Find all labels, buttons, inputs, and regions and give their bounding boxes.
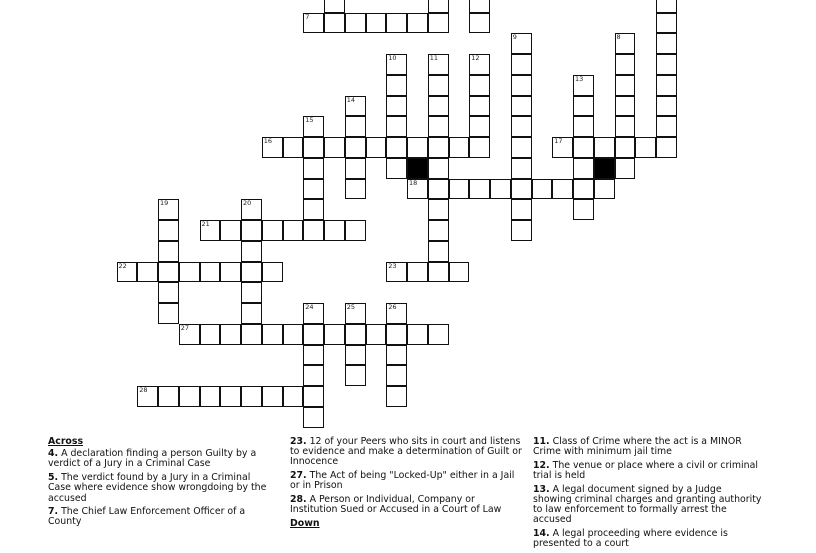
grid-cell[interactable]	[656, 54, 677, 75]
grid-cell[interactable]	[511, 116, 532, 137]
grid-cell[interactable]	[386, 116, 407, 137]
grid-cell-18[interactable]	[407, 179, 428, 200]
grid-cell[interactable]	[428, 0, 449, 13]
grid-cell[interactable]	[241, 220, 262, 241]
grid-cell[interactable]	[283, 220, 304, 241]
grid-cell[interactable]	[428, 241, 449, 262]
grid-cell-26[interactable]	[386, 303, 407, 324]
grid-cell[interactable]	[573, 137, 594, 158]
grid-cell[interactable]	[428, 75, 449, 96]
grid-cell[interactable]	[469, 0, 490, 13]
grid-cell[interactable]	[656, 96, 677, 117]
grid-cell[interactable]	[428, 199, 449, 220]
clue-number: 12	[471, 54, 480, 62]
grid-cell[interactable]	[262, 262, 283, 283]
grid-cell[interactable]	[386, 345, 407, 366]
grid-cell[interactable]	[303, 158, 324, 179]
grid-cell-27[interactable]	[179, 324, 200, 345]
grid-cell-22[interactable]	[117, 262, 138, 283]
grid-cell[interactable]	[449, 262, 470, 283]
grid-cell[interactable]	[262, 220, 283, 241]
clue-down-14: 14. A legal proceeding where evidence is presented to a court	[533, 528, 728, 550]
grid-cell[interactable]	[220, 262, 241, 283]
grid-cell[interactable]	[656, 33, 677, 54]
clue-number: 21	[201, 220, 210, 228]
grid-cell[interactable]	[469, 75, 490, 96]
clue-across-28: 28. A Person or Individual, Company or Institution Sued or Accused in a Court of Law	[290, 494, 502, 516]
grid-cell[interactable]	[407, 13, 428, 34]
grid-cell[interactable]	[511, 54, 532, 75]
grid-cell[interactable]	[635, 137, 656, 158]
grid-cell[interactable]	[407, 262, 428, 283]
down-heading: Down	[290, 517, 320, 529]
grid-cell[interactable]	[200, 324, 221, 345]
clue-down-12: 12. The venue or place where a civil or criminal trial is held	[533, 459, 758, 482]
grid-cell[interactable]	[615, 116, 636, 137]
grid-cell[interactable]	[386, 158, 407, 179]
grid-cell-9[interactable]	[511, 33, 532, 54]
grid-cell[interactable]	[511, 179, 532, 200]
grid-cell[interactable]	[303, 199, 324, 220]
clue-across-4: 4. A declaration finding a person Guilty by a verdict of a Jury in a Criminal Case	[48, 448, 257, 470]
grid-cell[interactable]	[469, 116, 490, 137]
grid-cell[interactable]	[158, 386, 179, 407]
grid-cell[interactable]	[428, 220, 449, 241]
grid-cell[interactable]	[303, 365, 324, 386]
grid-cell[interactable]	[386, 324, 407, 345]
grid-cell[interactable]	[594, 179, 615, 200]
clue-number: 18	[409, 178, 418, 187]
grid-cell[interactable]	[241, 262, 262, 283]
grid-cell[interactable]	[200, 262, 221, 283]
grid-cell[interactable]	[241, 282, 262, 303]
grid-cell[interactable]	[158, 282, 179, 303]
across-heading: Across	[48, 436, 84, 447]
grid-cell[interactable]	[345, 220, 366, 241]
grid-cell[interactable]	[345, 345, 366, 366]
grid-cell[interactable]	[220, 386, 241, 407]
grid-cell-23[interactable]	[386, 262, 407, 283]
grid-cell[interactable]	[303, 386, 324, 407]
clue-number: 22	[118, 261, 127, 270]
grid-cell[interactable]	[324, 220, 345, 241]
grid-cell[interactable]	[303, 137, 324, 158]
grid-cell[interactable]	[303, 345, 324, 366]
grid-cell[interactable]	[241, 324, 262, 345]
grid-cell[interactable]	[366, 137, 387, 158]
grid-cell[interactable]	[303, 220, 324, 241]
grid-cell[interactable]	[241, 386, 262, 407]
grid-block	[594, 158, 615, 179]
grid-cell[interactable]	[656, 75, 677, 96]
clue-across-27: 27. The Act of being "Locked-Up" either in a Jail or in Prison	[290, 470, 515, 492]
grid-cell[interactable]	[511, 199, 532, 220]
grid-cell[interactable]	[428, 262, 449, 283]
clue-across-23: 23. 12 of your Peers who sits in court and listens to evidence and make a determination of Guilt or Innocence	[290, 436, 522, 468]
grid-cell[interactable]	[386, 75, 407, 96]
clue-across-7: 7. The Chief Law Enforcement Officer of a County	[48, 506, 246, 528]
grid-cell-20[interactable]	[241, 199, 262, 220]
grid-cell[interactable]	[573, 199, 594, 220]
grid-cell[interactable]	[511, 158, 532, 179]
grid-cell-17[interactable]	[552, 137, 573, 158]
grid-cell[interactable]	[428, 116, 449, 137]
clue-number: 10	[388, 54, 397, 62]
grid-cell[interactable]	[324, 137, 345, 158]
grid-cell[interactable]	[262, 324, 283, 345]
grid-cell[interactable]	[469, 13, 490, 34]
clue-number: 11	[429, 54, 439, 62]
grid-cell[interactable]	[345, 179, 366, 200]
grid-cell[interactable]	[615, 137, 636, 158]
grid-cell[interactable]	[428, 179, 449, 200]
grid-cell[interactable]	[532, 179, 553, 200]
grid-cell[interactable]	[220, 220, 241, 241]
grid-cell-7[interactable]	[303, 13, 324, 34]
grid-cell[interactable]	[158, 241, 179, 262]
clues-column-2	[290, 437, 524, 531]
grid-cell[interactable]	[158, 303, 179, 324]
grid-cell[interactable]	[137, 262, 158, 283]
grid-cell[interactable]	[241, 241, 262, 262]
grid-cell[interactable]	[656, 0, 677, 13]
grid-cell[interactable]	[386, 96, 407, 117]
clue-number: 27	[180, 323, 190, 332]
grid-cell[interactable]	[594, 137, 615, 158]
grid-cell[interactable]	[656, 13, 677, 34]
clue-number: 15	[305, 116, 314, 125]
clue-number: 28	[139, 386, 148, 394]
grid-cell-11[interactable]	[428, 54, 449, 75]
grid-cell[interactable]	[303, 407, 324, 428]
grid-cell[interactable]	[345, 158, 366, 179]
clues-column-3	[533, 437, 763, 553]
grid-cell[interactable]	[428, 96, 449, 117]
grid-cell[interactable]	[511, 220, 532, 241]
grid-cell[interactable]	[283, 324, 304, 345]
grid-cell[interactable]	[324, 0, 345, 13]
grid-cell[interactable]	[428, 158, 449, 179]
grid-cell[interactable]	[428, 137, 449, 158]
grid-cell[interactable]	[656, 137, 677, 158]
grid-cell[interactable]	[573, 179, 594, 200]
grid-cell-15[interactable]	[303, 116, 324, 137]
clue-number: 19	[160, 199, 169, 208]
grid-cell[interactable]	[345, 365, 366, 386]
clue-number: 13	[575, 74, 584, 83]
clue-down-11: 11. Class of Crime where the act is a MINOR Crime with minimum jail time	[533, 436, 742, 458]
grid-cell[interactable]	[490, 179, 511, 200]
grid-cell[interactable]	[386, 365, 407, 386]
grid-cell[interactable]	[179, 386, 200, 407]
grid-cell[interactable]	[366, 13, 387, 34]
grid-cell-19[interactable]	[158, 199, 179, 220]
grid-cell-13[interactable]	[573, 75, 594, 96]
grid-cell[interactable]	[324, 324, 345, 345]
grid-cell-28[interactable]	[137, 386, 158, 407]
grid-cell-21[interactable]	[200, 220, 221, 241]
grid-cell[interactable]	[303, 324, 324, 345]
grid-cell[interactable]	[283, 137, 304, 158]
grid-cell-16[interactable]	[262, 137, 283, 158]
grid-cell-8[interactable]	[615, 33, 636, 54]
grid-cell[interactable]	[511, 137, 532, 158]
grid-cell[interactable]	[283, 386, 304, 407]
grid-cell-12[interactable]	[469, 54, 490, 75]
grid-cell[interactable]	[366, 324, 387, 345]
grid-cell[interactable]	[656, 116, 677, 137]
grid-cell[interactable]	[345, 116, 366, 137]
clue-number: 24	[305, 303, 314, 311]
grid-cell[interactable]	[303, 179, 324, 200]
grid-cell[interactable]	[552, 179, 573, 200]
clue-number: 16	[263, 137, 273, 145]
grid-cell-14[interactable]	[345, 96, 366, 117]
clue-number: 9	[512, 33, 517, 42]
grid-cell[interactable]	[615, 96, 636, 117]
clue-number: 20	[243, 199, 252, 208]
grid-cell[interactable]	[573, 158, 594, 179]
grid-cell[interactable]	[200, 386, 221, 407]
grid-cell-24[interactable]	[303, 303, 324, 324]
grid-cell[interactable]	[428, 324, 449, 345]
grid-cell[interactable]	[428, 13, 449, 34]
grid-cell[interactable]	[386, 137, 407, 158]
grid-cell[interactable]	[469, 96, 490, 117]
grid-cell-10[interactable]	[386, 54, 407, 75]
grid-cell[interactable]	[407, 324, 428, 345]
grid-cell[interactable]	[469, 137, 490, 158]
clue-number: 14	[346, 95, 356, 104]
clue-number: 26	[388, 303, 397, 311]
clue-down-13: 13. A legal document signed by a Judge showing criminal charges and granting authority to law enforcement to formally arrest the accused	[533, 483, 762, 526]
grid-cell[interactable]	[179, 262, 200, 283]
grid-cell[interactable]	[262, 386, 283, 407]
grid-cell[interactable]	[158, 262, 179, 283]
grid-cell[interactable]	[573, 96, 594, 117]
grid-cell[interactable]	[511, 75, 532, 96]
grid-block	[407, 158, 428, 179]
grid-cell[interactable]	[449, 179, 470, 200]
grid-cell[interactable]	[449, 137, 470, 158]
clue-number: 25	[346, 303, 356, 311]
grid-cell[interactable]	[158, 220, 179, 241]
grid-cell[interactable]	[615, 54, 636, 75]
grid-cell[interactable]	[345, 13, 366, 34]
clue-number: 8	[616, 33, 621, 42]
clue-number: 17	[554, 137, 563, 145]
grid-cell[interactable]	[324, 13, 345, 34]
grid-cell[interactable]	[511, 96, 532, 117]
grid-cell[interactable]	[241, 303, 262, 324]
grid-cell[interactable]	[573, 116, 594, 137]
grid-cell[interactable]	[386, 13, 407, 34]
grid-cell-25[interactable]	[345, 303, 366, 324]
grid-cell[interactable]	[345, 137, 366, 158]
clue-number: 23	[388, 261, 397, 270]
grid-cell[interactable]	[615, 158, 636, 179]
grid-cell[interactable]	[345, 324, 366, 345]
grid-cell[interactable]	[386, 386, 407, 407]
grid-cell[interactable]	[220, 324, 241, 345]
grid-cell[interactable]	[615, 75, 636, 96]
clue-number: 7	[305, 12, 310, 21]
grid-cell[interactable]	[407, 137, 428, 158]
clues-column-1	[48, 437, 270, 531]
clue-across-5: 5. The verdict found by a Jury in a Criminal Case where evidence show wrongdoing by the accused	[48, 472, 267, 504]
grid-cell[interactable]	[469, 179, 490, 200]
